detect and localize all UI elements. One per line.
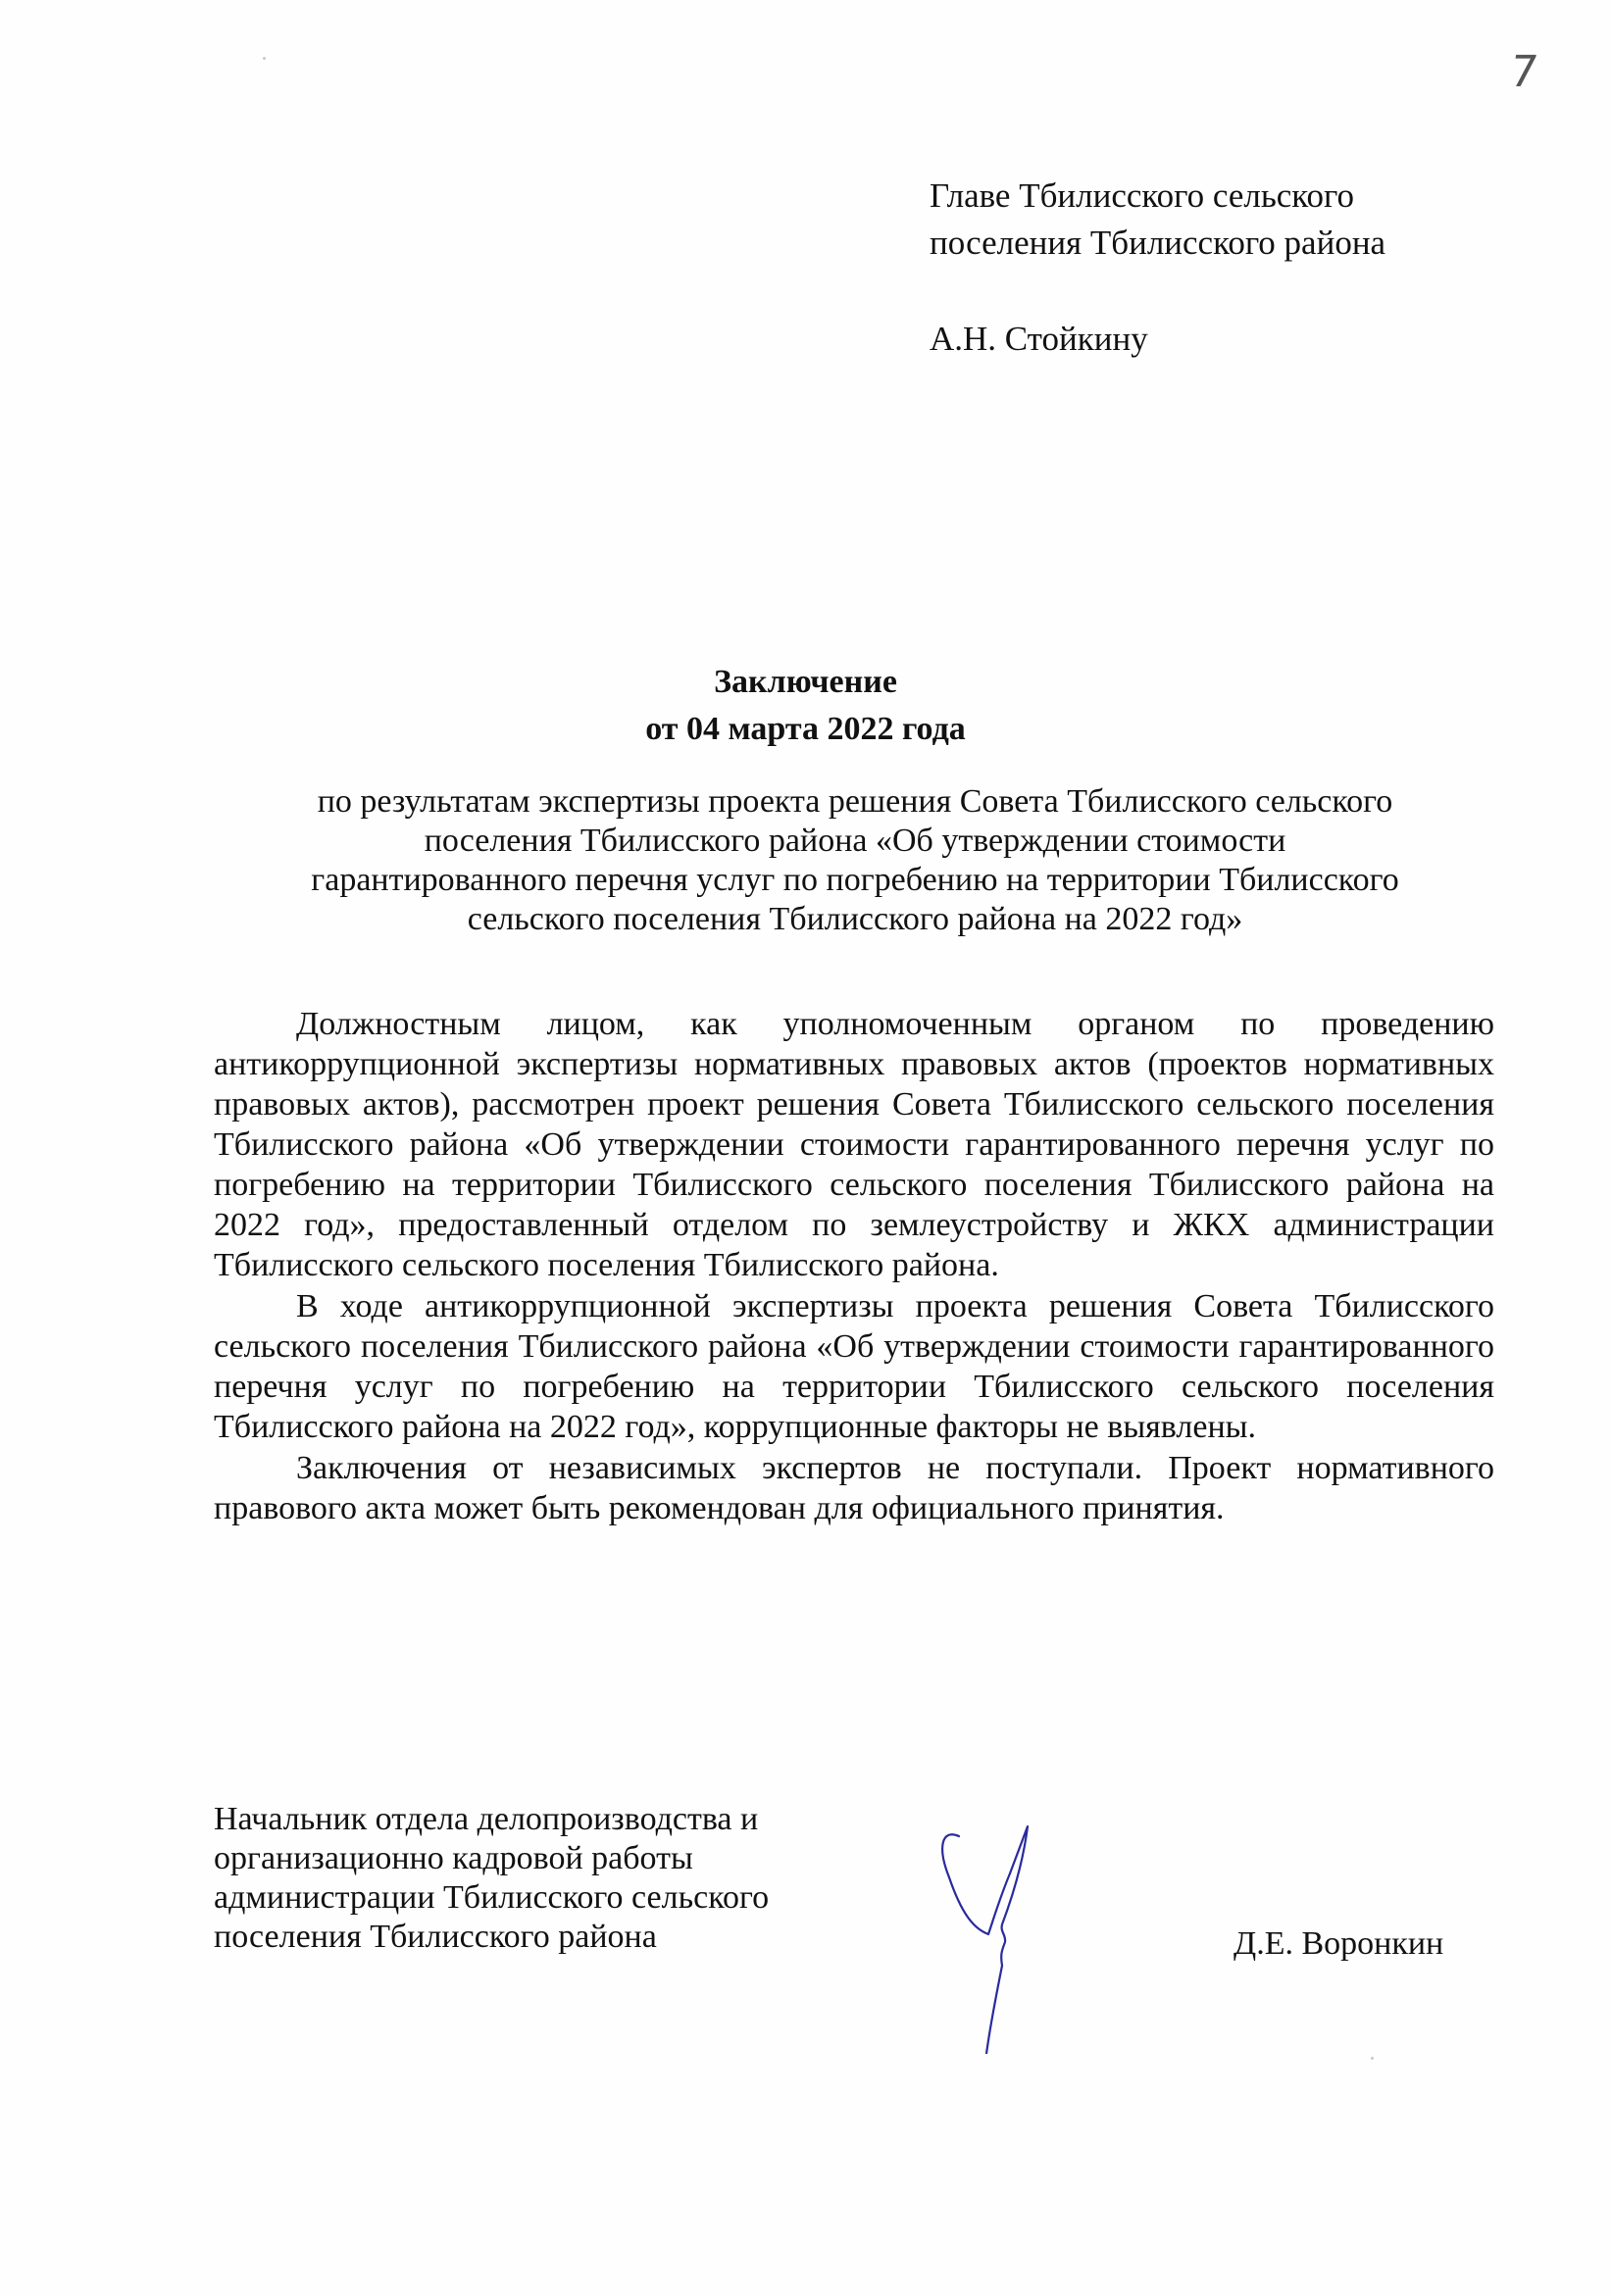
document-body <box>214 1004 1494 1528</box>
addressee-name: А.Н. Стойкину <box>930 320 1148 358</box>
subject-line: по результатам экспертизы проекта решения Совета Тбилисского сельского <box>317 783 1393 820</box>
signer-name: Д.Е. Воронкин <box>1233 1925 1444 1962</box>
signature-stroke <box>942 1826 1028 2054</box>
signer-position-line: поселения Тбилисского района <box>214 1919 657 1955</box>
document-date: от 04 марта 2022 года <box>645 711 966 747</box>
subject-line: сельского поселения Тбилисского района на 2022 год» <box>467 901 1243 937</box>
body-paragraph: В ходе антикоррупционной экспертизы проекта решения Совета Тбилисского сельского поселения Тбилисского района «Об утверждении стоимости гарантированного перечня услуг по погребению на территории Тбилисского сельского поселения Тбилисского района на 2022 год», коррупционные факторы не выявлены. <box>214 1288 1494 1445</box>
signer-position-line: организационно кадровой работы <box>214 1840 693 1876</box>
body-paragraph: Должностным лицом, как уполномоченным органом по проведению антикоррупционной экспертизы нормативных правовых актов (проектов нормативных правовых актов), рассмотрен проект решения Совета Тбилисского сельского поселения Тбилисского района «Об утверждении стоимости гарантированного перечня услуг по погребению на территории Тбилисского сельского поселения Тбилисского района на 2022 год», предоставленный отделом по землеустройству и ЖКХ администрации Тбилисского сельского поселения Тбилисского района. <box>214 1006 1494 1283</box>
addressee-line: поселения Тбилисского района <box>930 224 1386 262</box>
handwritten-page-number: 7 <box>1506 47 1541 97</box>
document-title: Заключение <box>714 664 897 700</box>
document-title-block <box>0 659 1611 753</box>
scan-speck <box>1371 2057 1374 2060</box>
addressee-line: Главе Тбилисского сельского <box>930 176 1355 215</box>
body-paragraph: Заключения от независимых экспертов не поступали. Проект нормативного правового акта может быть рекомендован для официального принятия. <box>214 1450 1494 1526</box>
subject-line: гарантированного перечня услуг по погребению на территории Тбилисского <box>311 862 1399 898</box>
signature-icon <box>931 1819 1069 2054</box>
signer-position <box>214 1800 769 1957</box>
subject-line: поселения Тбилисского района «Об утверждении стоимости <box>424 823 1286 859</box>
signer-position-line: Начальник отдела делопроизводства и <box>214 1801 759 1837</box>
signer-position-line: администрации Тбилисского сельского <box>214 1879 770 1916</box>
document-subject <box>218 782 1492 939</box>
scan-speck <box>263 57 266 60</box>
addressee-block <box>930 173 1385 363</box>
